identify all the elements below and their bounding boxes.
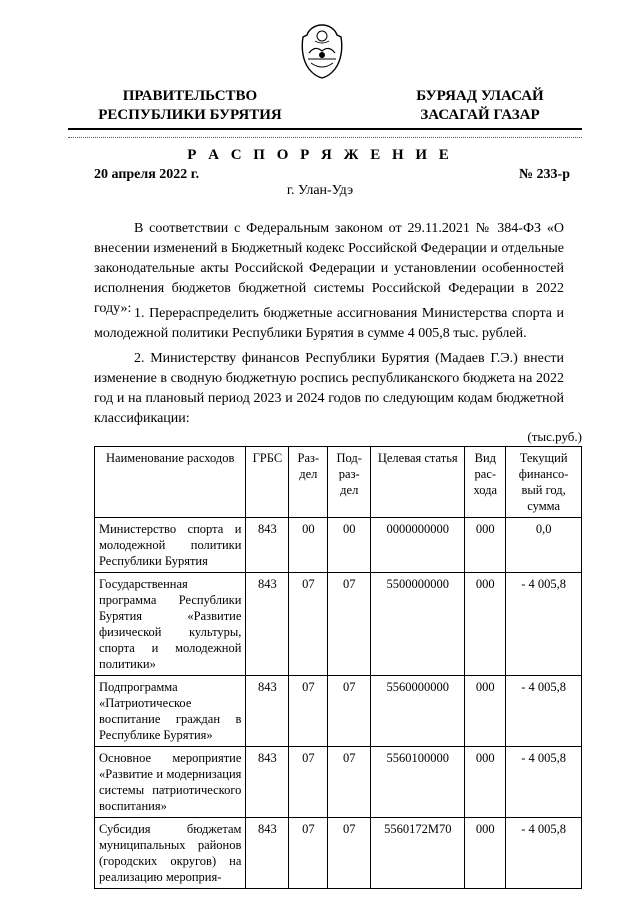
table-row	[95, 676, 582, 747]
cell-expense-type: 000	[465, 518, 506, 573]
table-row	[95, 747, 582, 818]
cell-expense-type: 000	[465, 573, 506, 676]
cell-section: 07	[289, 818, 328, 889]
cell-target-article: 5500000000	[371, 573, 465, 676]
cell-name: Государственная программа Республики Бурятия «Развитие физической культуры, спорта и молодежной политики»	[95, 573, 246, 676]
cell-grbs: 843	[246, 747, 289, 818]
col-header-amount: Текущий финансо-вый год, сумма	[506, 447, 582, 518]
cell-expense-type: 000	[465, 747, 506, 818]
cell-section: 00	[289, 518, 328, 573]
paragraph-item-1: 1. Перераспределить бюджетные ассигнования Министерства спорта и молодежной политики Республики Бурятия в сумме 4 005,8 тыс. рублей.	[94, 306, 564, 341]
cell-expense-type: 000	[465, 818, 506, 889]
cell-amount: - 4 005,8	[506, 747, 582, 818]
cell-target-article: 5560100000	[371, 747, 465, 818]
header-divider	[68, 128, 582, 130]
header-dotted-divider	[68, 137, 582, 138]
cell-grbs: 843	[246, 676, 289, 747]
cell-subsection: 07	[328, 818, 371, 889]
cell-target-article: 0000000000	[371, 518, 465, 573]
cell-amount: - 4 005,8	[506, 818, 582, 889]
col-header-section: Раз-дел	[289, 447, 328, 518]
document-number: № 233-р	[518, 167, 570, 182]
document-city: г. Улан-Удэ	[286, 183, 354, 198]
cell-amount: - 4 005,8	[506, 676, 582, 747]
document-type: Р А С П О Р Я Ж Е Н И Е	[187, 147, 453, 163]
col-header-name: Наименование расходов	[95, 447, 246, 518]
col-header-expense-type: Вид рас-хода	[465, 447, 506, 518]
org-name-russian-line2: РЕСПУБЛИКИ БУРЯТИЯ	[98, 107, 282, 123]
cell-grbs: 843	[246, 518, 289, 573]
org-name-buryat-line1: БУРЯАД УЛАСАЙ	[416, 88, 544, 104]
cell-grbs: 843	[246, 818, 289, 889]
cell-name: Субсидия бюджетам муниципальных районов (городских округов) на реализацию мероприя-	[95, 818, 246, 889]
cell-section: 07	[289, 573, 328, 676]
table-row	[95, 518, 582, 573]
table-row	[95, 573, 582, 676]
col-header-target-article: Целевая статья	[371, 447, 465, 518]
cell-subsection: 07	[328, 676, 371, 747]
table-header-row	[95, 447, 582, 518]
paragraph-item-2: 2. Министерству финансов Республики Бурятия (Мадаев Г.Э.) внести изменение в сводную бюджетную роспись республиканского бюджета на 2022 год и на плановый период 2023 и 2024 годов по следующим кодам бюджетной классификации:	[94, 351, 564, 426]
republic-coat-of-arms-icon	[299, 23, 345, 79]
cell-target-article: 5560172М70	[371, 818, 465, 889]
cell-subsection: 00	[328, 518, 371, 573]
cell-section: 07	[289, 747, 328, 818]
cell-expense-type: 000	[465, 676, 506, 747]
paragraph-preamble: В соответствии с Федеральным законом от 29.11.2021 № 384-ФЗ «О внесении изменений в Бюджетный кодекс Российской Федерации и отдельные законодательные акты Российской Федерации и установлении особенностей исполнения бюджетов бюджетной системы Российской Федерации в 2022 году»:	[94, 221, 564, 316]
cell-name: Министерство спорта и молодежной политики Республики Бурятия	[95, 518, 246, 573]
cell-grbs: 843	[246, 573, 289, 676]
cell-subsection: 07	[328, 573, 371, 676]
cell-amount: 0,0	[506, 518, 582, 573]
table-row	[95, 818, 582, 889]
org-name-buryat-line2: ЗАСАГАЙ ГАЗАР	[420, 107, 540, 123]
org-name-buryat	[406, 87, 554, 125]
col-header-subsection: Под-раз-дел	[328, 447, 371, 518]
cell-amount: - 4 005,8	[506, 573, 582, 676]
org-name-russian	[90, 87, 290, 125]
cell-name: Основное мероприятие «Развитие и модернизация системы патриотического воспитания»	[95, 747, 246, 818]
cell-section: 07	[289, 676, 328, 747]
table-units: (тыс.руб.)	[527, 429, 582, 444]
cell-name: Подпрограмма «Патриотическое воспитание граждан в Республике Бурятия»	[95, 676, 246, 747]
cell-target-article: 5560000000	[371, 676, 465, 747]
budget-table	[94, 446, 582, 889]
org-name-russian-line1: ПРАВИТЕЛЬСТВО	[122, 88, 258, 104]
col-header-grbs: ГРБС	[246, 447, 289, 518]
document-date: 20 апреля 2022 г.	[94, 167, 200, 182]
cell-subsection: 07	[328, 747, 371, 818]
